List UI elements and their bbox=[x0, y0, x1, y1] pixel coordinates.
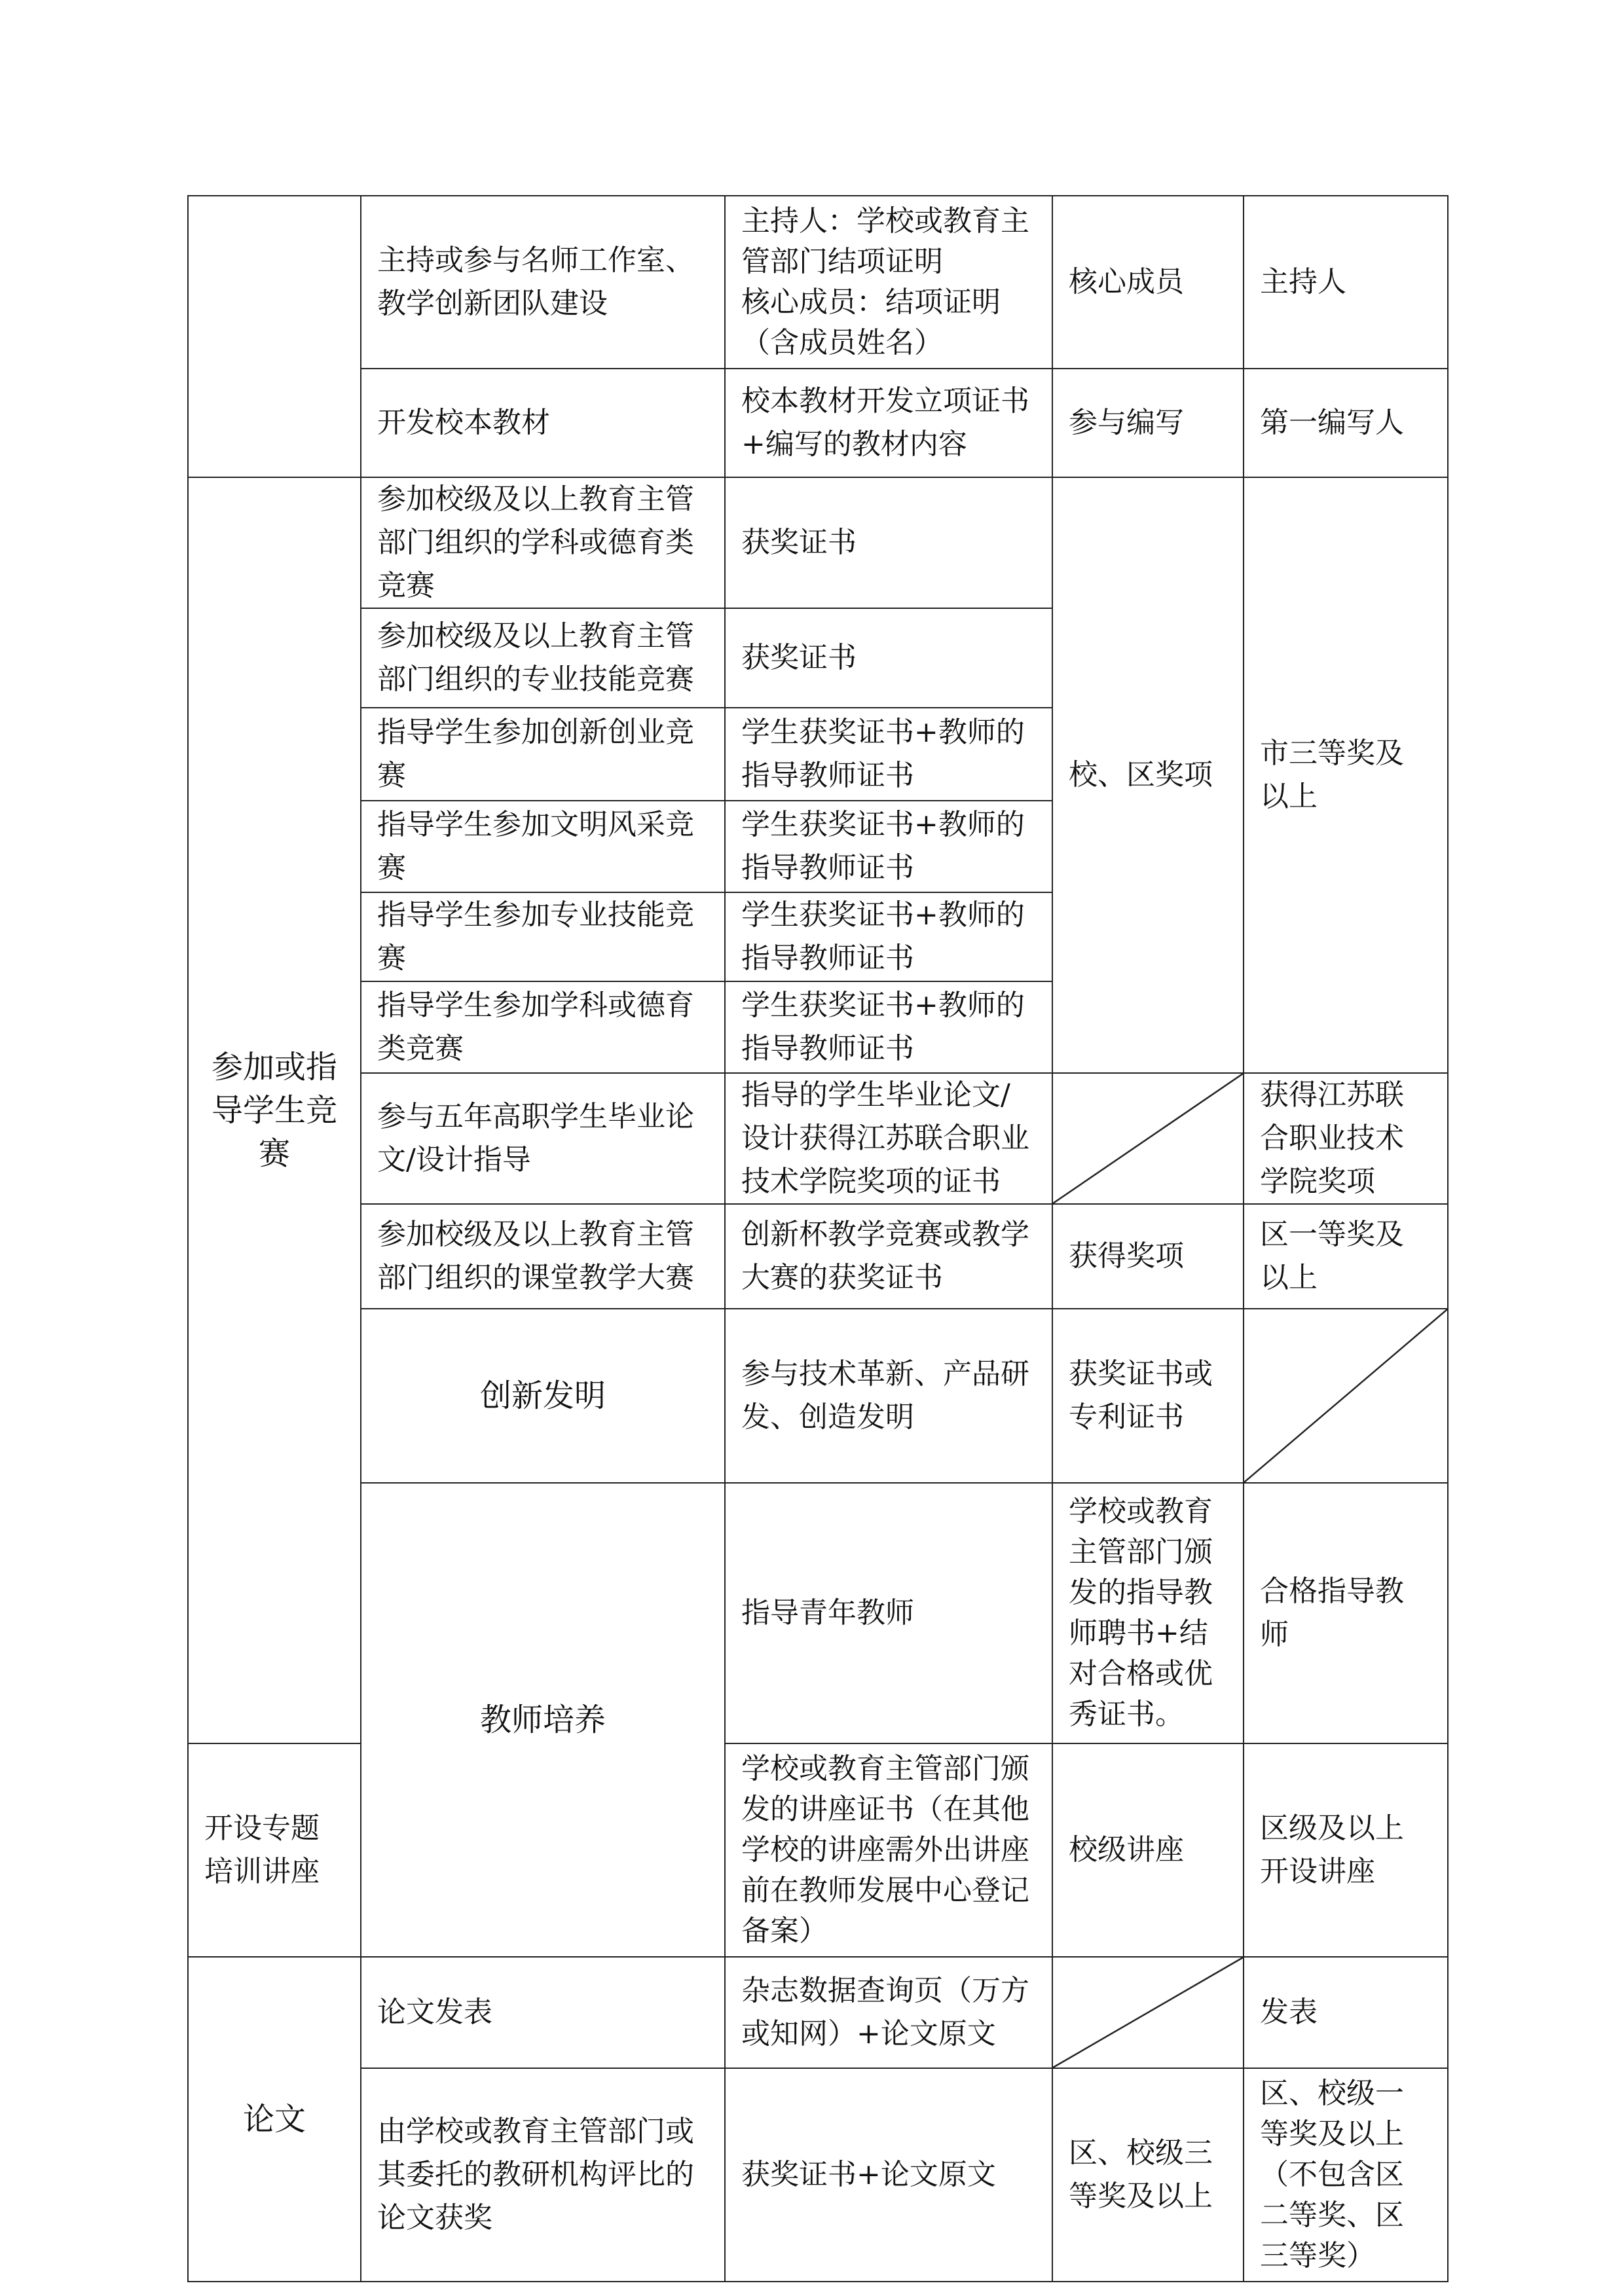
level-b-cell: 主持人 bbox=[1244, 196, 1448, 369]
category-cell: 创新发明 bbox=[361, 1309, 725, 1483]
proof-cell: 学生获奖证书+教师的指导教师证书 bbox=[725, 801, 1052, 892]
proof-cell: 主持人：学校或教育主管部门结项证明 核心成员：结项证明（含成员姓名） bbox=[725, 196, 1052, 369]
proof-cell: 杂志数据查询页（万方或知网）+论文原文 bbox=[725, 1957, 1052, 2068]
proof-cell: 学生获奖证书+教师的指导教师证书 bbox=[725, 892, 1052, 981]
level-b-cell: 区级及以上开设讲座 bbox=[1244, 1743, 1448, 1957]
proof-cell: 学生获奖证书+教师的指导教师证书 bbox=[725, 708, 1052, 801]
table-row bbox=[188, 1204, 1448, 1309]
item-cell: 指导学生参加创新创业竞赛 bbox=[361, 708, 725, 801]
table-row bbox=[188, 196, 1448, 369]
level-b-cell: 第一编写人 bbox=[1244, 369, 1448, 477]
proof-cell: 获奖证书或专利证书 bbox=[1052, 1309, 1244, 1483]
level-a-cell: 核心成员 bbox=[1052, 196, 1244, 369]
table-row bbox=[188, 2068, 1448, 2282]
level-a-cell: 参与编写 bbox=[1052, 369, 1244, 477]
table-row bbox=[188, 1483, 1448, 1743]
item-cell: 参加校级及以上教育主管部门组织的课堂教学大赛 bbox=[361, 1204, 725, 1309]
empty-diagonal-cell bbox=[1052, 1957, 1244, 2068]
level-a-cell: 获得奖项 bbox=[1052, 1204, 1244, 1309]
criteria-table bbox=[187, 195, 1449, 2282]
proof-cell: 学校或教育主管部门颁发的指导教师聘书+结对合格或优秀证书。 bbox=[1052, 1483, 1244, 1743]
proof-cell: 创新杯教学竞赛或教学大赛的获奖证书 bbox=[725, 1204, 1052, 1309]
category-cell bbox=[188, 196, 361, 477]
level-b-cell: 区一等奖及以上 bbox=[1244, 1204, 1448, 1309]
item-cell: 参与技术革新、产品研发、创造发明 bbox=[725, 1309, 1052, 1483]
empty-diagonal-cell bbox=[1052, 1073, 1244, 1204]
empty-diagonal-cell bbox=[1244, 1309, 1448, 1483]
proof-cell: 学校或教育主管部门颁发的讲座证书（在其他学校的讲座需外出讲座前在教师发展中心登记备案） bbox=[725, 1743, 1052, 1957]
item-cell: 指导学生参加专业技能竞赛 bbox=[361, 892, 725, 981]
table-row bbox=[188, 1957, 1448, 2068]
level-b-cell: 获得江苏联合职业技术学院奖项 bbox=[1244, 1073, 1448, 1204]
category-cell: 教师培养 bbox=[361, 1483, 725, 1957]
level-b-cell: 区、校级一等奖及以上（不包含区二等奖、区三等奖） bbox=[1244, 2068, 1448, 2282]
diagonal-slash bbox=[1053, 1958, 1243, 2068]
item-cell: 开发校本教材 bbox=[361, 369, 725, 477]
table-row bbox=[188, 477, 1448, 608]
item-cell: 指导学生参加文明风采竞赛 bbox=[361, 801, 725, 892]
item-cell: 由学校或教育主管部门或其委托的教研机构评比的论文获奖 bbox=[361, 2068, 725, 2282]
proof-cell: 获奖证书 bbox=[725, 608, 1052, 708]
level-b-cell: 市三等奖及以上 bbox=[1244, 477, 1448, 1073]
level-a-cell: 校、区奖项 bbox=[1052, 477, 1244, 1073]
level-a-cell: 合格指导教师 bbox=[1244, 1483, 1448, 1743]
item-cell: 参加校级及以上教育主管部门组织的专业技能竞赛 bbox=[361, 608, 725, 708]
item-cell: 论文发表 bbox=[361, 1957, 725, 2068]
proof-cell: 获奖证书 bbox=[725, 477, 1052, 608]
diagonal-slash bbox=[1053, 1074, 1243, 1203]
level-a-cell: 区、校级三等奖及以上 bbox=[1052, 2068, 1244, 2282]
proof-cell: 指导的学生毕业论文/设计获得江苏联合职业技术学院奖项的证书 bbox=[725, 1073, 1052, 1204]
item-cell: 主持或参与名师工作室、教学创新团队建设 bbox=[361, 196, 725, 369]
item-cell: 开设专题培训讲座 bbox=[188, 1743, 361, 1957]
item-cell: 参与五年高职学生毕业论文/设计指导 bbox=[361, 1073, 725, 1204]
table-row bbox=[188, 1309, 1448, 1483]
category-cell: 论文 bbox=[188, 1957, 361, 2282]
item-cell: 参加校级及以上教育主管部门组织的学科或德育类竞赛 bbox=[361, 477, 725, 608]
item-cell: 指导学生参加学科或德育类竞赛 bbox=[361, 981, 725, 1073]
level-a-cell: 校级讲座 bbox=[1052, 1743, 1244, 1957]
proof-cell: 学生获奖证书+教师的指导教师证书 bbox=[725, 981, 1052, 1073]
diagonal-slash bbox=[1244, 1309, 1447, 1482]
proof-cell: 获奖证书+论文原文 bbox=[725, 2068, 1052, 2282]
proof-cell: 校本教材开发立项证书+编写的教材内容 bbox=[725, 369, 1052, 477]
table-row bbox=[188, 369, 1448, 477]
level-b-cell: 发表 bbox=[1244, 1957, 1448, 2068]
category-cell: 参加或指导学生竞赛 bbox=[188, 477, 361, 1743]
item-cell: 指导青年教师 bbox=[725, 1483, 1052, 1743]
table-row bbox=[188, 1073, 1448, 1204]
